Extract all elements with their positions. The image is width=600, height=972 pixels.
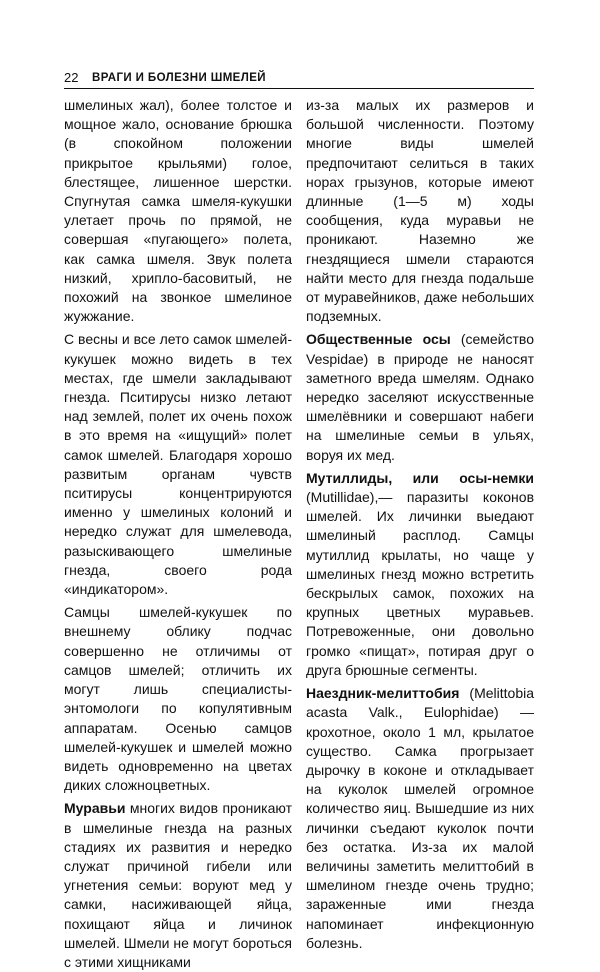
term-ants: Муравьи: [64, 800, 126, 817]
paragraph-ants-text: многих видов проникают в шмелиные гнезда на разных стадиях их развития и нередко служат причиной гибели или угнетения семьи: воруют мед у самки, насиживающей яйца, похищают яйца и личинок шмелей. Шмели не могут бороться с этими хищниками: [64, 800, 292, 970]
paragraph-social-wasps-text: (семейство Vespidae) в природе не наносят заметного вреда шмелям. Однако нередко заселяют искусственные шмелёвники и совершают набеги на шмелиные семьи в ульях, воруя их мед.: [306, 331, 534, 463]
page-number: 22: [64, 70, 79, 85]
paragraph-cuckoo-males: Самцы шмелей-кукушек по внешнему облику подчас совершенно не отличимы от самцов шмелей; отличить их могут лишь специалисты-энтомологи по копулятивным аппаратам. Осенью самцов шмелей-кукушек и шмелей можно видеть одновременно на цветах диких сложноцветных.: [64, 604, 292, 794]
paragraph-melittobia: [306, 684, 534, 953]
paragraph-melittobia-text: (Melittobia acasta Valk., Eulophidae) — крохотное, около 1 мл, крылатое существо. Самка прогрызает дырочку в коконе и откладывает на куколок шмелей огромное количество яиц. Вышедшие из них личинки съедают куколок почти без остатка. Из-за их малой величины заметить мелиттобий в шмелином гнезде очень трудно; зараженные ими гнезда напоминает инфекционную болезнь.: [306, 685, 534, 951]
paragraph-ants-continued: из-за малых их размеров и большой численности. Поэтому многие виды шмелей предпочитают селиться в таких норах грызунов, которые имеют длинные (1—5 м) ходы сообщения, куда муравьи не проникают. Наземно же гнездящиеся шмели стараются найти место для гнезда подальше от муравейников, даже небольших подземных.: [306, 97, 534, 325]
left-column: [64, 96, 292, 972]
paragraph-ants: [64, 799, 292, 972]
paragraph-mutillids-text: (Mutillidae),— паразиты коконов шмелей. Их личинки выедают шмелиный расплод. Самцы мутиллид крылаты, но чаще у шмелиных гнезд можно встретить бескрылых самок, похожих на крупных цветных муравьев. Потревоженные, они довольно громко «пищат», потирая друг о друга брюшные сегменты.: [306, 489, 534, 678]
header-rule: [64, 88, 534, 89]
paragraph-psithyrus-flight: С весны и все лето самок шмелей-кукушек можно видеть в тех местах, где шмели закладывают гнезда. Пситирусы низко летают над землей, полет их очень похож в это время на «ищущий» полет самок шмелей. Благодаря хорошо развитым органам чувств пситирусы концентрируются именно у шмелиных колоний и нередко служат для шмелевода, разыскивающего шмелиные гнезда, своего рода «индикатором».: [64, 331, 292, 598]
term-social-wasps: Общественные осы: [306, 331, 451, 348]
term-mutillids: Мутиллиды, или осы-немки: [306, 469, 534, 486]
paragraph-mutillids: [306, 469, 534, 680]
term-melittobia: Наездник-мелиттобия: [306, 685, 460, 702]
running-title: ВРАГИ И БОЛЕЗНИ ШМЕЛЕЙ: [92, 72, 266, 84]
paragraph-social-wasps: [306, 330, 534, 464]
page-header: [64, 68, 534, 90]
right-column: [306, 96, 534, 953]
paragraph-bumblebee-cuckoo-traits: шмелиных жал), более толстое и мощное жало, основание брюшка (в спокойном положении прикрытое крыльями) голое, блестящее, лишенное шерстки. Спугнутая самка шмеля-кукушки улетает прочь по прямой, не совершая «пугающего» полета, как самка шмеля. Звук полета низкий, хрипло-басовитый, не похожий на звонкое шмелиное жужжание.: [64, 97, 292, 325]
